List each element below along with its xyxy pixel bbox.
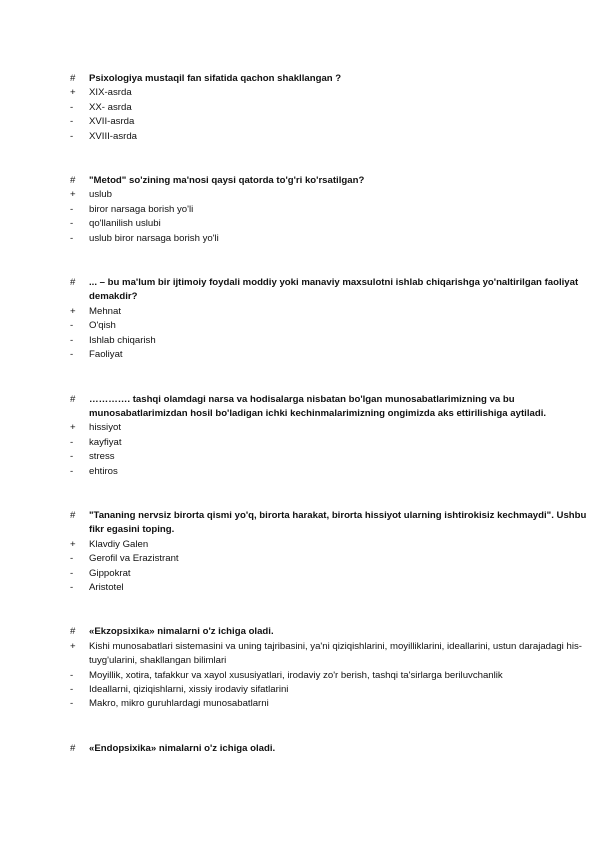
answer-text: stress: [89, 451, 115, 463]
answer-option: [70, 101, 590, 115]
answer-option: [70, 640, 590, 669]
question-block: [70, 393, 590, 479]
answer-text: Kishi munosabatlari sistemasini va uning tajribasini, ya'ni qiziqishlarini, moyilliklarini, ideallarini, ustun darajadagi his-tuyg'ularini, shakllangan bilimlari: [89, 640, 582, 667]
answer-option: [70, 697, 590, 711]
question-row: [70, 276, 590, 305]
answer-marker: -: [70, 567, 74, 579]
answer-text: biror narsaga borish yo'li: [89, 203, 194, 215]
answer-option: [70, 86, 590, 100]
answer-marker: -: [70, 669, 74, 681]
question-block: [70, 742, 590, 756]
answer-text: Moyillik, xotira, tafakkur va xayol xususiyatlari, irodaviy zo'r berish, tashqi ta'sirlarga beriluvchanlik: [89, 669, 503, 681]
answer-marker: -: [70, 101, 74, 113]
question-marker: #: [70, 509, 76, 521]
answer-marker: -: [70, 349, 74, 361]
question-text: "Metod" so'zining ma'nosi qaysi qatorda to'g'ri ko'rsatilgan?: [89, 175, 365, 187]
answer-marker: -: [70, 130, 74, 142]
answer-option: [70, 669, 590, 683]
question-block: [70, 509, 590, 595]
answer-text: Klavdiy Galen: [89, 538, 149, 550]
question-marker: #: [70, 393, 76, 405]
answer-option: [70, 217, 590, 231]
answer-text: O'qish: [89, 320, 116, 332]
answer-text: Gerofil va Erazistrant: [89, 553, 179, 565]
question-row: [70, 742, 590, 756]
answer-marker: -: [70, 698, 74, 710]
answer-text: Ishlab chiqarish: [89, 334, 156, 346]
answer-marker: -: [70, 334, 74, 346]
question-marker: #: [70, 73, 76, 84]
answer-option: [70, 436, 590, 450]
answer-marker: +: [70, 538, 76, 550]
answer-text: XIX-asrda: [89, 87, 132, 99]
answer-marker: +: [70, 87, 76, 99]
answer-option: [70, 683, 590, 697]
answer-option: [70, 232, 590, 246]
answer-marker: -: [70, 232, 74, 244]
answer-marker: -: [70, 465, 74, 477]
answer-marker: -: [70, 320, 74, 332]
question-text: «Ekzopsixika» nimalarni o'z ichiga oladi.: [89, 626, 274, 638]
answer-option: [70, 552, 590, 566]
answer-option: [70, 130, 590, 144]
answer-marker: -: [70, 218, 74, 230]
question-row: [70, 72, 590, 86]
answer-text: Makro, mikro guruhlardagi munosabatlarni: [89, 698, 269, 710]
answer-text: ehtiros: [89, 465, 118, 477]
answer-option: [70, 465, 590, 479]
answer-text: Faoliyat: [89, 349, 123, 361]
answer-option: [70, 305, 590, 319]
question-row: [70, 174, 590, 188]
answer-text: Mehnat: [89, 305, 121, 317]
answer-marker: -: [70, 581, 74, 593]
answer-option: [70, 348, 590, 362]
answer-marker: -: [70, 553, 74, 565]
question-row: [70, 393, 590, 422]
question-text: Psixologiya mustaqil fan sifatida qachon shakllangan ?: [89, 73, 342, 84]
question-marker: #: [70, 175, 76, 187]
answer-text: Ideallarni, qiziqishlarni, xissiy irodaviy sifatlarini: [89, 684, 289, 695]
answer-option: [70, 538, 590, 552]
answer-marker: -: [70, 116, 74, 128]
question-block: [70, 174, 590, 246]
answer-text: uslub: [89, 189, 112, 201]
answer-option: [70, 421, 590, 435]
answer-text: Gippokrat: [89, 567, 131, 579]
answer-option: [70, 334, 590, 348]
question-text: ... – bu ma'lum bir ijtimoiy foydali moddiy yoki manaviy maxsulotni ishlab chiqarishga yo'naltirilgan faoliyat demakdir?: [89, 277, 579, 303]
answer-option: [70, 319, 590, 333]
answer-marker: +: [70, 422, 76, 434]
answer-option: [70, 581, 590, 595]
answer-text: XVII-asrda: [89, 116, 135, 128]
answer-text: kayfiyat: [89, 436, 122, 448]
answer-marker: +: [70, 305, 76, 317]
answer-option: [70, 567, 590, 581]
answer-text: uslub biror narsaga borish yo'li: [89, 232, 219, 244]
question-block: [70, 625, 590, 711]
question-text: «Endopsixika» nimalarni o'z ichiga oladi.: [89, 742, 276, 754]
answer-text: XVIII-asrda: [89, 130, 137, 142]
answer-text: Aristotel: [89, 581, 124, 593]
question-row: [70, 509, 590, 538]
question-block: [70, 72, 590, 144]
question-text: …………. tashqi olamdagi narsa va hodisalarga nisbatan bo'lgan munosabatlarimizning va bu munosabatlarimizdan hosil bo'ladigan ichki kechinmalarimizning ongimizda aks ettirilishiga aytiladi.: [89, 393, 547, 419]
answer-option: [70, 203, 590, 217]
answer-option: [70, 188, 590, 202]
answer-marker: -: [70, 203, 74, 215]
answer-option: [70, 450, 590, 464]
answer-marker: +: [70, 189, 76, 201]
question-marker: #: [70, 742, 76, 754]
answer-marker: -: [70, 451, 74, 463]
answer-text: XX- asrda: [89, 101, 132, 113]
answer-text: qo'llanilish uslubi: [89, 218, 161, 230]
question-marker: #: [70, 277, 76, 289]
question-block: [70, 276, 590, 362]
question-list: [70, 72, 590, 786]
answer-text: hissiyot: [89, 422, 121, 434]
question-marker: #: [70, 626, 76, 638]
question-text: "Tananing nervsiz birorta qismi yo'q, birorta harakat, birorta hissiyot ularning ishtirokisiz kechmaydi". Ushbu fikr egasini toping.: [89, 509, 587, 536]
answer-marker: +: [70, 640, 76, 652]
answer-marker: -: [70, 436, 74, 448]
question-row: [70, 625, 590, 639]
answer-option: [70, 115, 590, 129]
answer-marker: -: [70, 684, 74, 695]
